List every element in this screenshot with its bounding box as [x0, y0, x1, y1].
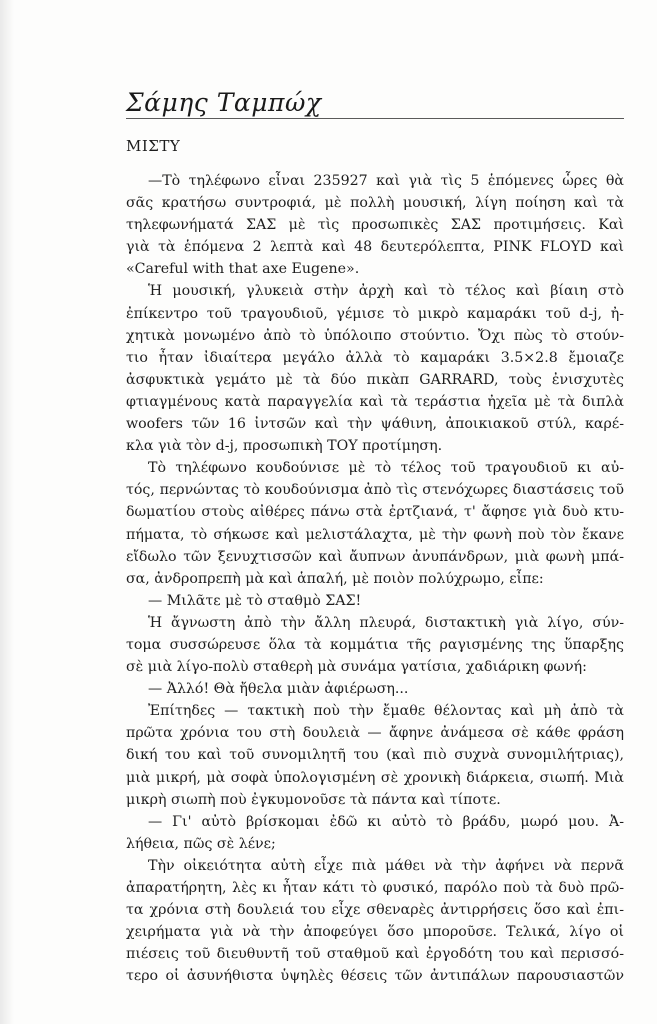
text-line: Τὴν οἰκειότητα αὐτὴ εἶχε πιὰ μάθει νὰ τὴν ἀφήνει νὰ περνᾶ	[148, 857, 624, 874]
text-line: δωματίου στοὺς αἰθέρες πάνω στὰ ἐρτζιανά, τ' ἄφησε γιὰ δυὸ κτυ-	[126, 504, 624, 521]
text-line: Τὸ τηλέφωνο κουδούνισε μὲ τὸ τέλος τοῦ τραγουδιοῦ κι αὐ-	[148, 460, 624, 477]
text-line: —Τὸ τηλέφωνο εἶναι 235927 καὶ γιὰ τὶς 5 ἑπόμενες ὧρες θὰ	[148, 173, 624, 189]
text-line: τός, περνώντας τὸ κουδούνισμα ἀπὸ τὶς στενόχωρες διαστάσεις τοῦ	[126, 482, 624, 499]
text-line: — Μιλᾶτε μὲ τὸ σταθμὸ ΣΑΣ!	[148, 592, 362, 609]
text-line: δική του καὶ τοῦ συνομιλητῆ του (καὶ πιὸ συχνὰ συνομιλήτριας),	[126, 747, 624, 764]
text-line: woofers τῶν 16 ἰντσῶν καὶ τὴν ψάθινη, ἀποικιακοῦ στύλ, καρέ-	[126, 416, 624, 433]
text-line: χητικὰ μονωμένο ἀπὸ τὸ ὑπόλοιπο στούντιο. Ὄχι πὼς τὸ στούν-	[126, 327, 624, 344]
body-text	[126, 170, 624, 987]
text-line: τηλεφωνήματά ΣΑΣ μὲ τὶς προσωπικὲς ΣΑΣ προτιμήσεις. Καὶ	[126, 217, 624, 234]
text-line: Ἡ ἄγνωστη ἀπὸ τὴν ἄλλη πλευρά, διστακτικὴ γιὰ λίγο, σύν-	[148, 614, 624, 631]
scan-edge-shadow	[0, 0, 14, 1024]
text-line: τιο ἦταν ἰδιαίτερα μεγάλο ἀλλὰ τὸ καμαράκι 3.5×2.8 ἔμοιαζε	[126, 349, 624, 366]
text-line: ἀσφυκτικὰ γεμάτο μὲ τὰ δύο πικὰπ GARRARD, τοὺς ἐνισχυτὲς	[126, 371, 624, 388]
text-line: λήθεια, πῶς σὲ λένε;	[126, 835, 276, 852]
text-line: μικρὴ σιωπὴ ποὺ ἐγκυμονοῦσε τὰ πάντα καὶ τίποτε.	[126, 791, 501, 808]
header-rule	[126, 118, 624, 119]
text-line: — Ἀλλό! Θὰ ἤθελα μιὰν ἀφιέρωση...	[148, 681, 409, 698]
text-line: ἐπίκεντρο τοῦ τραγουδιοῦ, γέμισε τὸ μικρὸ καμαράκι τοῦ d-j, ἠ-	[126, 305, 624, 322]
text-line: Ἡ μουσική, γλυκειὰ στὴν ἀρχὴ καὶ τὸ τέλος καὶ βίαιη στὸ	[148, 283, 624, 300]
text-line: χειρήματα γιὰ νὰ τὴν ἀποφεύγει ὅσο μποροῦσε. Τελικά, λίγο οἱ	[126, 924, 624, 941]
text-line: φτιαγμένους κατὰ παραγγελία καὶ τὰ τεράστια ἠχεῖα μὲ τὰ διπλὰ	[126, 393, 624, 410]
text-line: πήματα, τὸ σήκωσε καὶ μελιστάλαχτα, μὲ τὴν φωνὴ ποὺ τὸν ἔκανε	[126, 526, 624, 543]
author-name: Σάμης Ταμπώχ	[126, 88, 322, 117]
text-line: ἀπαρατήρητη, λὲς κι ἦταν κάτι τὸ φυσικό, παρόλο ποὺ τὰ δυὸ πρῶ-	[126, 880, 624, 896]
text-line: Ἐπίτηδες — τακτικὴ ποὺ τὴν ἔμαθε θέλοντας καὶ μὴ ἀπὸ τὰ	[148, 703, 624, 720]
text-line: μιὰ μικρή, μὰ σοφὰ ὑπολογισμένη σὲ χρονικὴ διάρκεια, σιωπή. Μιὰ	[126, 769, 624, 786]
text-line: σᾶς κρατήσω συντροφιά, μὲ πολλὴ μουσική, λίγη ποίηση καὶ τὰ	[126, 195, 624, 212]
text-line: πρῶτα χρόνια του στὴ δουλειὰ — ἄφηνε ἀνάμεσα σὲ κάθε φράση	[126, 725, 624, 742]
text-line: γιὰ τὰ ἑπόμενα 2 λεπτὰ καὶ 48 δευτερόλεπτα, PINK FLOYD καὶ	[126, 239, 624, 256]
text-line: — Γι' αὐτὸ βρίσκομαι ἐδῶ κι αὐτὸ τὸ βράδυ, μωρό μου. Ἀ-	[148, 813, 624, 830]
text-line: τα χρόνια στὴ δουλειά του εἶχε σθεναρὲς ἀντιρρήσεις ὅσο καὶ ἐπι-	[126, 902, 624, 919]
text-line: πιέσεις τοῦ διευθυντῆ τοῦ σταθμοῦ καὶ ἐργοδότη του καὶ περισσό-	[126, 946, 624, 963]
text-line: σα, ἀνδροπρεπὴ μὰ καὶ ἁπαλή, μὲ ποιὸν πολύχρωμο, εἶπε:	[126, 570, 544, 587]
text-line: «Careful with that axe Eugene».	[126, 261, 360, 278]
story-title: ΜΙΣΤΥ	[126, 137, 181, 155]
text-line: κλα γιὰ τὸν d-j, προσωπικὴ ΤΟΥ προτίμηση.	[126, 438, 443, 455]
text-line: σὲ μιὰ λίγο-πολὺ σταθερὴ μὰ συνάμα γατίσια, χαδιάρικη φωνή:	[126, 659, 587, 676]
text-line: τερο οἱ ἀσυνήθιστα ὑψηλὲς θέσεις τῶν ἀντιπάλων παρουσιαστῶν	[126, 968, 624, 985]
text-line: εἴδωλο τῶν ξενυχτισσῶν καὶ ἄυπνων ἀνυπάνδρων, μιὰ φωνὴ μπά-	[126, 548, 624, 565]
text-line: τομα συσσώρευσε ὅλα τὰ κομμάτια τῆς ραγισμένης της ὕπαρξης	[126, 636, 624, 653]
